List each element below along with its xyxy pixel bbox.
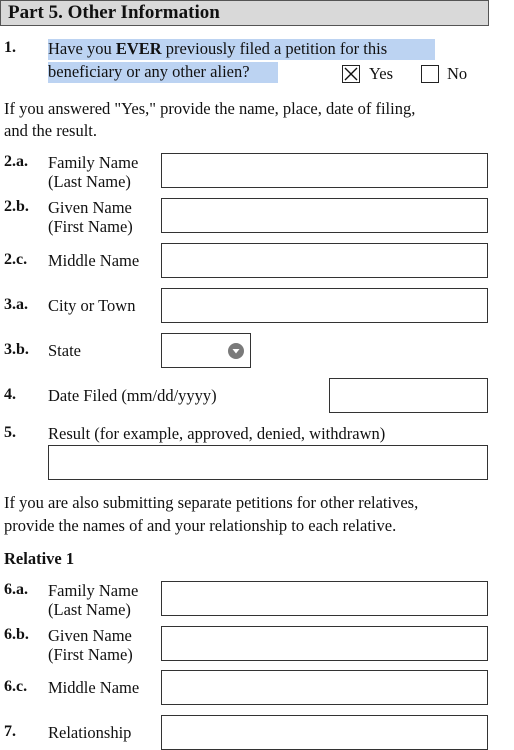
field-number-3b: 3.b. — [4, 341, 29, 358]
instruction-line1: If you answered "Yes," provide the name, place, date of filing, — [4, 99, 416, 118]
relative-given-name-input[interactable] — [161, 626, 488, 661]
q1-question-line2: beneficiary or any other alien? — [48, 62, 278, 83]
instruction2-line2: provide the names of and your relationship to each relative. — [4, 516, 397, 535]
result-input[interactable] — [48, 445, 488, 480]
instruction2-line1: If you are also submitting separate petitions for other relatives, — [4, 493, 419, 512]
given-name-input[interactable] — [161, 198, 488, 233]
given-name-sublabel: (First Name) — [48, 217, 133, 236]
x-mark-icon — [343, 66, 359, 82]
field-number-2a: 2.a. — [4, 153, 28, 170]
field-number-6b: 6.b. — [4, 626, 29, 643]
relative-middle-name-input[interactable] — [161, 670, 488, 705]
field-number-3a: 3.a. — [4, 296, 28, 313]
relative-family-name-label: Family Name — [48, 581, 139, 600]
instruction-line2: and the result. — [4, 121, 98, 140]
yes-label: Yes — [369, 64, 394, 83]
family-name-sublabel: (Last Name) — [48, 172, 131, 191]
relative-given-name-sublabel: (First Name) — [48, 645, 133, 664]
q1-question-line1: Have you EVER previously filed a petition for this — [48, 39, 435, 60]
field-number-6a: 6.a. — [4, 581, 28, 598]
field-number-2c: 2.c. — [4, 251, 28, 268]
state-label: State — [48, 341, 81, 360]
date-filed-label: Date Filed (mm/dd/yyyy) — [48, 386, 217, 405]
family-name-input[interactable] — [161, 153, 488, 188]
field-number-2b: 2.b. — [4, 198, 29, 215]
relationship-input[interactable] — [161, 715, 488, 750]
given-name-label: Given Name — [48, 198, 132, 217]
state-select[interactable] — [161, 333, 251, 368]
date-filed-input[interactable] — [329, 378, 488, 413]
section-header — [0, 0, 489, 26]
field-number-5: 5. — [4, 424, 16, 441]
relative-middle-name-label: Middle Name — [48, 678, 140, 697]
no-label: No — [447, 64, 468, 83]
city-input[interactable] — [161, 288, 488, 323]
middle-name-input[interactable] — [161, 243, 488, 278]
city-label: City or Town — [48, 296, 136, 315]
chevron-down-circle-icon — [228, 343, 244, 359]
relative-family-name-sublabel: (Last Name) — [48, 600, 131, 619]
section-title: Part 5. Other Information — [8, 2, 220, 23]
relative-1-heading: Relative 1 — [4, 549, 75, 568]
q1-number: 1. — [4, 39, 16, 56]
relative-given-name-label: Given Name — [48, 626, 132, 645]
no-checkbox[interactable] — [421, 65, 439, 83]
family-name-label: Family Name — [48, 153, 139, 172]
field-number-7: 7. — [4, 723, 16, 740]
field-number-6c: 6.c. — [4, 678, 28, 695]
yes-checkbox[interactable] — [342, 65, 360, 83]
middle-name-label: Middle Name — [48, 251, 140, 270]
result-label: Result (for example, approved, denied, withdrawn) — [48, 424, 386, 443]
relative-family-name-input[interactable] — [161, 581, 488, 616]
field-number-4: 4. — [4, 386, 16, 403]
relationship-label: Relationship — [48, 723, 132, 742]
